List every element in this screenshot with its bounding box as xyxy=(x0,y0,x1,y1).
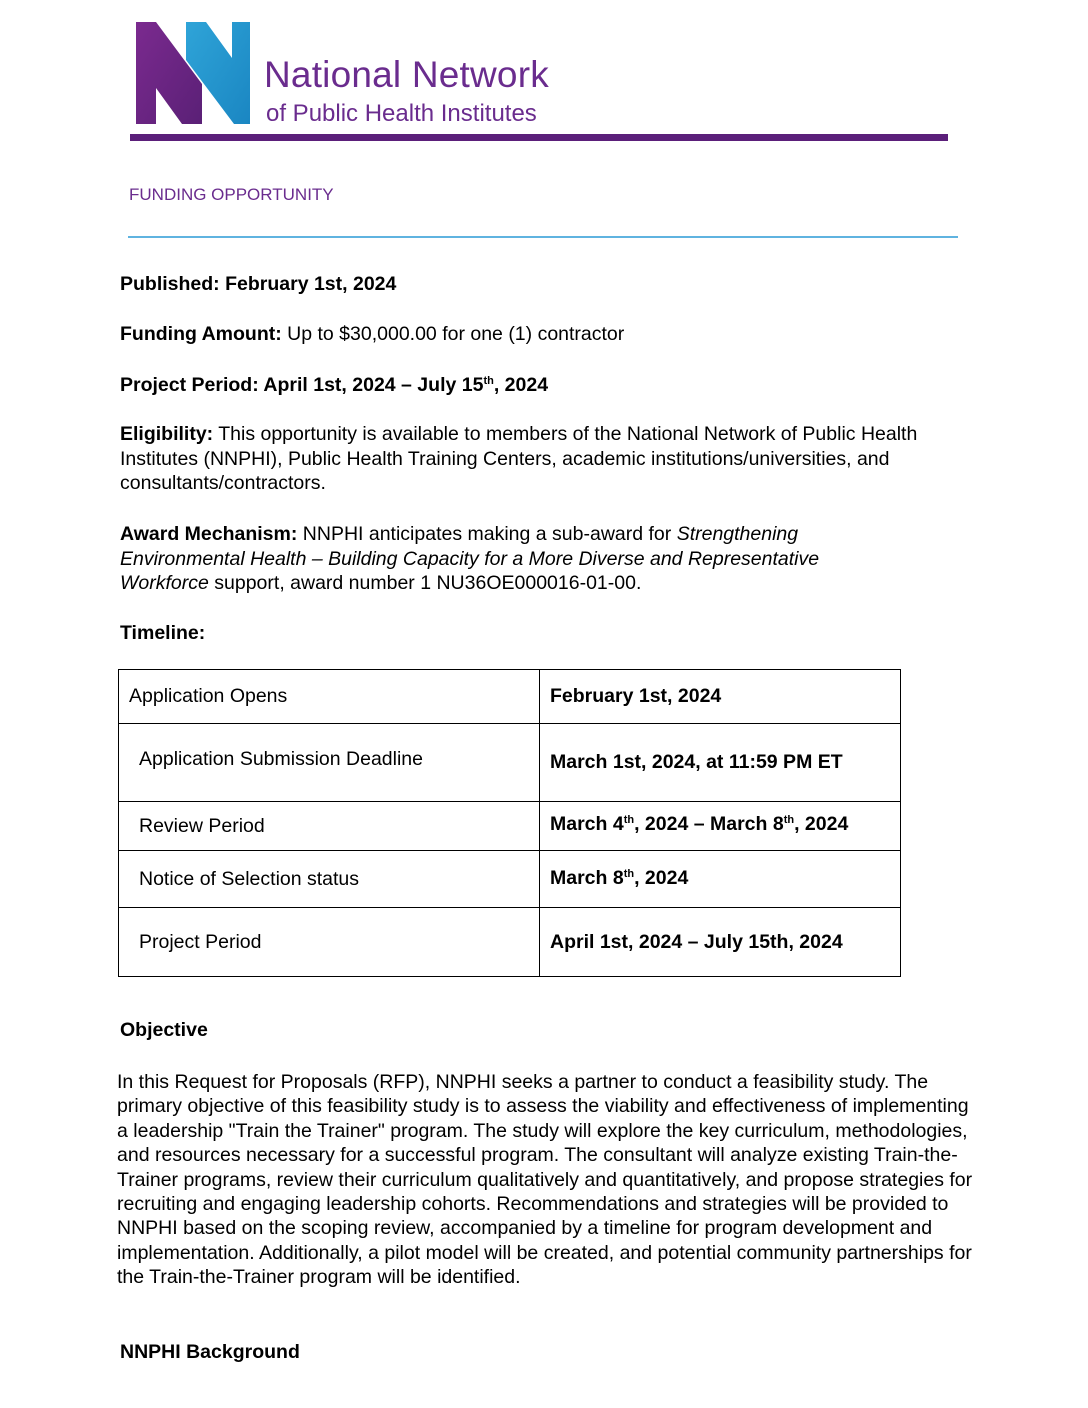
eligibility-paragraph xyxy=(120,422,950,496)
table-row xyxy=(119,802,901,851)
published-line xyxy=(120,272,970,297)
table-row xyxy=(119,670,901,724)
logo-subtitle: of Public Health Institutes xyxy=(266,100,537,127)
funding-amount-value: Up to $30,000.00 for one (1) contractor xyxy=(281,323,625,345)
table-row xyxy=(119,908,901,977)
timeline-heading xyxy=(120,621,970,646)
timeline-event: Review Period xyxy=(119,802,540,851)
timeline-date: March 4th, 2024 – March 8th, 2024 xyxy=(540,802,901,851)
table-row xyxy=(119,851,901,908)
funding-opportunity-label: FUNDING OPPORTUNITY xyxy=(129,185,334,204)
project-period-line xyxy=(120,373,970,398)
timeline-date: March 8th, 2024 xyxy=(540,851,901,908)
objective-paragraph: In this Request for Proposals (RFP), NNPHI seeks a partner to conduct a feasibility study. The primary objective of this feasibility study is to assess the viability and effectiveness of implementing a leadership "Train the Trainer" program. The study will explore the key curriculum, methodologies, and resources necessary for a successful program. The consultant will analyze existing Train-the-Trainer programs, review their curriculum qualitatively and quantitatively, and propose strategies for recruiting and engaging leadership cohorts. Recommendations and strategies will be provided to NNPHI based on the scoping review, accompanied by a timeline for program development and implementation. Additionally, a pilot model will be created, and potential community partnerships for the Train-the-Trainer program will be identified. xyxy=(117,1071,973,1289)
section-divider xyxy=(128,236,958,238)
award-text-1: NNPHI anticipates making a sub-award for xyxy=(297,523,677,545)
timeline-table xyxy=(118,669,901,977)
award-program-name: Strengthening Environmental Health – Building Capacity for a More Diverse and Representative Workforce xyxy=(120,523,820,594)
objective-heading: Objective xyxy=(120,1019,208,1041)
award-text-2: support, award number 1 NU36OE000016-01-00. xyxy=(208,572,642,594)
eligibility-label: Eligibility: xyxy=(120,423,214,445)
timeline-label: Timeline: xyxy=(120,622,206,644)
timeline-date: April 1st, 2024 – July 15th, 2024 xyxy=(540,908,901,977)
timeline-date: February 1st, 2024 xyxy=(540,670,901,724)
published-label: Published: February 1st, 2024 xyxy=(120,273,397,295)
timeline-event: Application Submission Deadline xyxy=(119,724,540,802)
timeline-date: March 1st, 2024, at 11:59 PM ET xyxy=(540,724,901,802)
award-mechanism-paragraph xyxy=(120,522,910,596)
project-period-sup: th xyxy=(483,375,494,387)
funding-amount-line xyxy=(120,322,970,347)
eligibility-text: This opportunity is available to members of the National Network of Public Health Institutes (NNPHI), Public Health Training Centers, academic institutions/universities, and consultants/contractors. xyxy=(120,423,918,494)
header-divider xyxy=(130,134,948,141)
table-row xyxy=(119,724,901,802)
background-heading: NNPHI Background xyxy=(120,1341,300,1363)
project-period-label: Project Period: April 1st, 2024 – July 15 xyxy=(120,374,484,396)
timeline-event: Application Opens xyxy=(119,670,540,724)
funding-amount-label: Funding Amount: xyxy=(120,323,282,345)
project-period-suffix: , 2024 xyxy=(493,374,549,396)
timeline-event: Notice of Selection status xyxy=(119,851,540,908)
logo-title: National Network xyxy=(264,54,549,95)
nnphi-logo-icon xyxy=(136,20,252,128)
award-mechanism-label: Award Mechanism: xyxy=(120,523,298,545)
timeline-event: Project Period xyxy=(119,908,540,977)
